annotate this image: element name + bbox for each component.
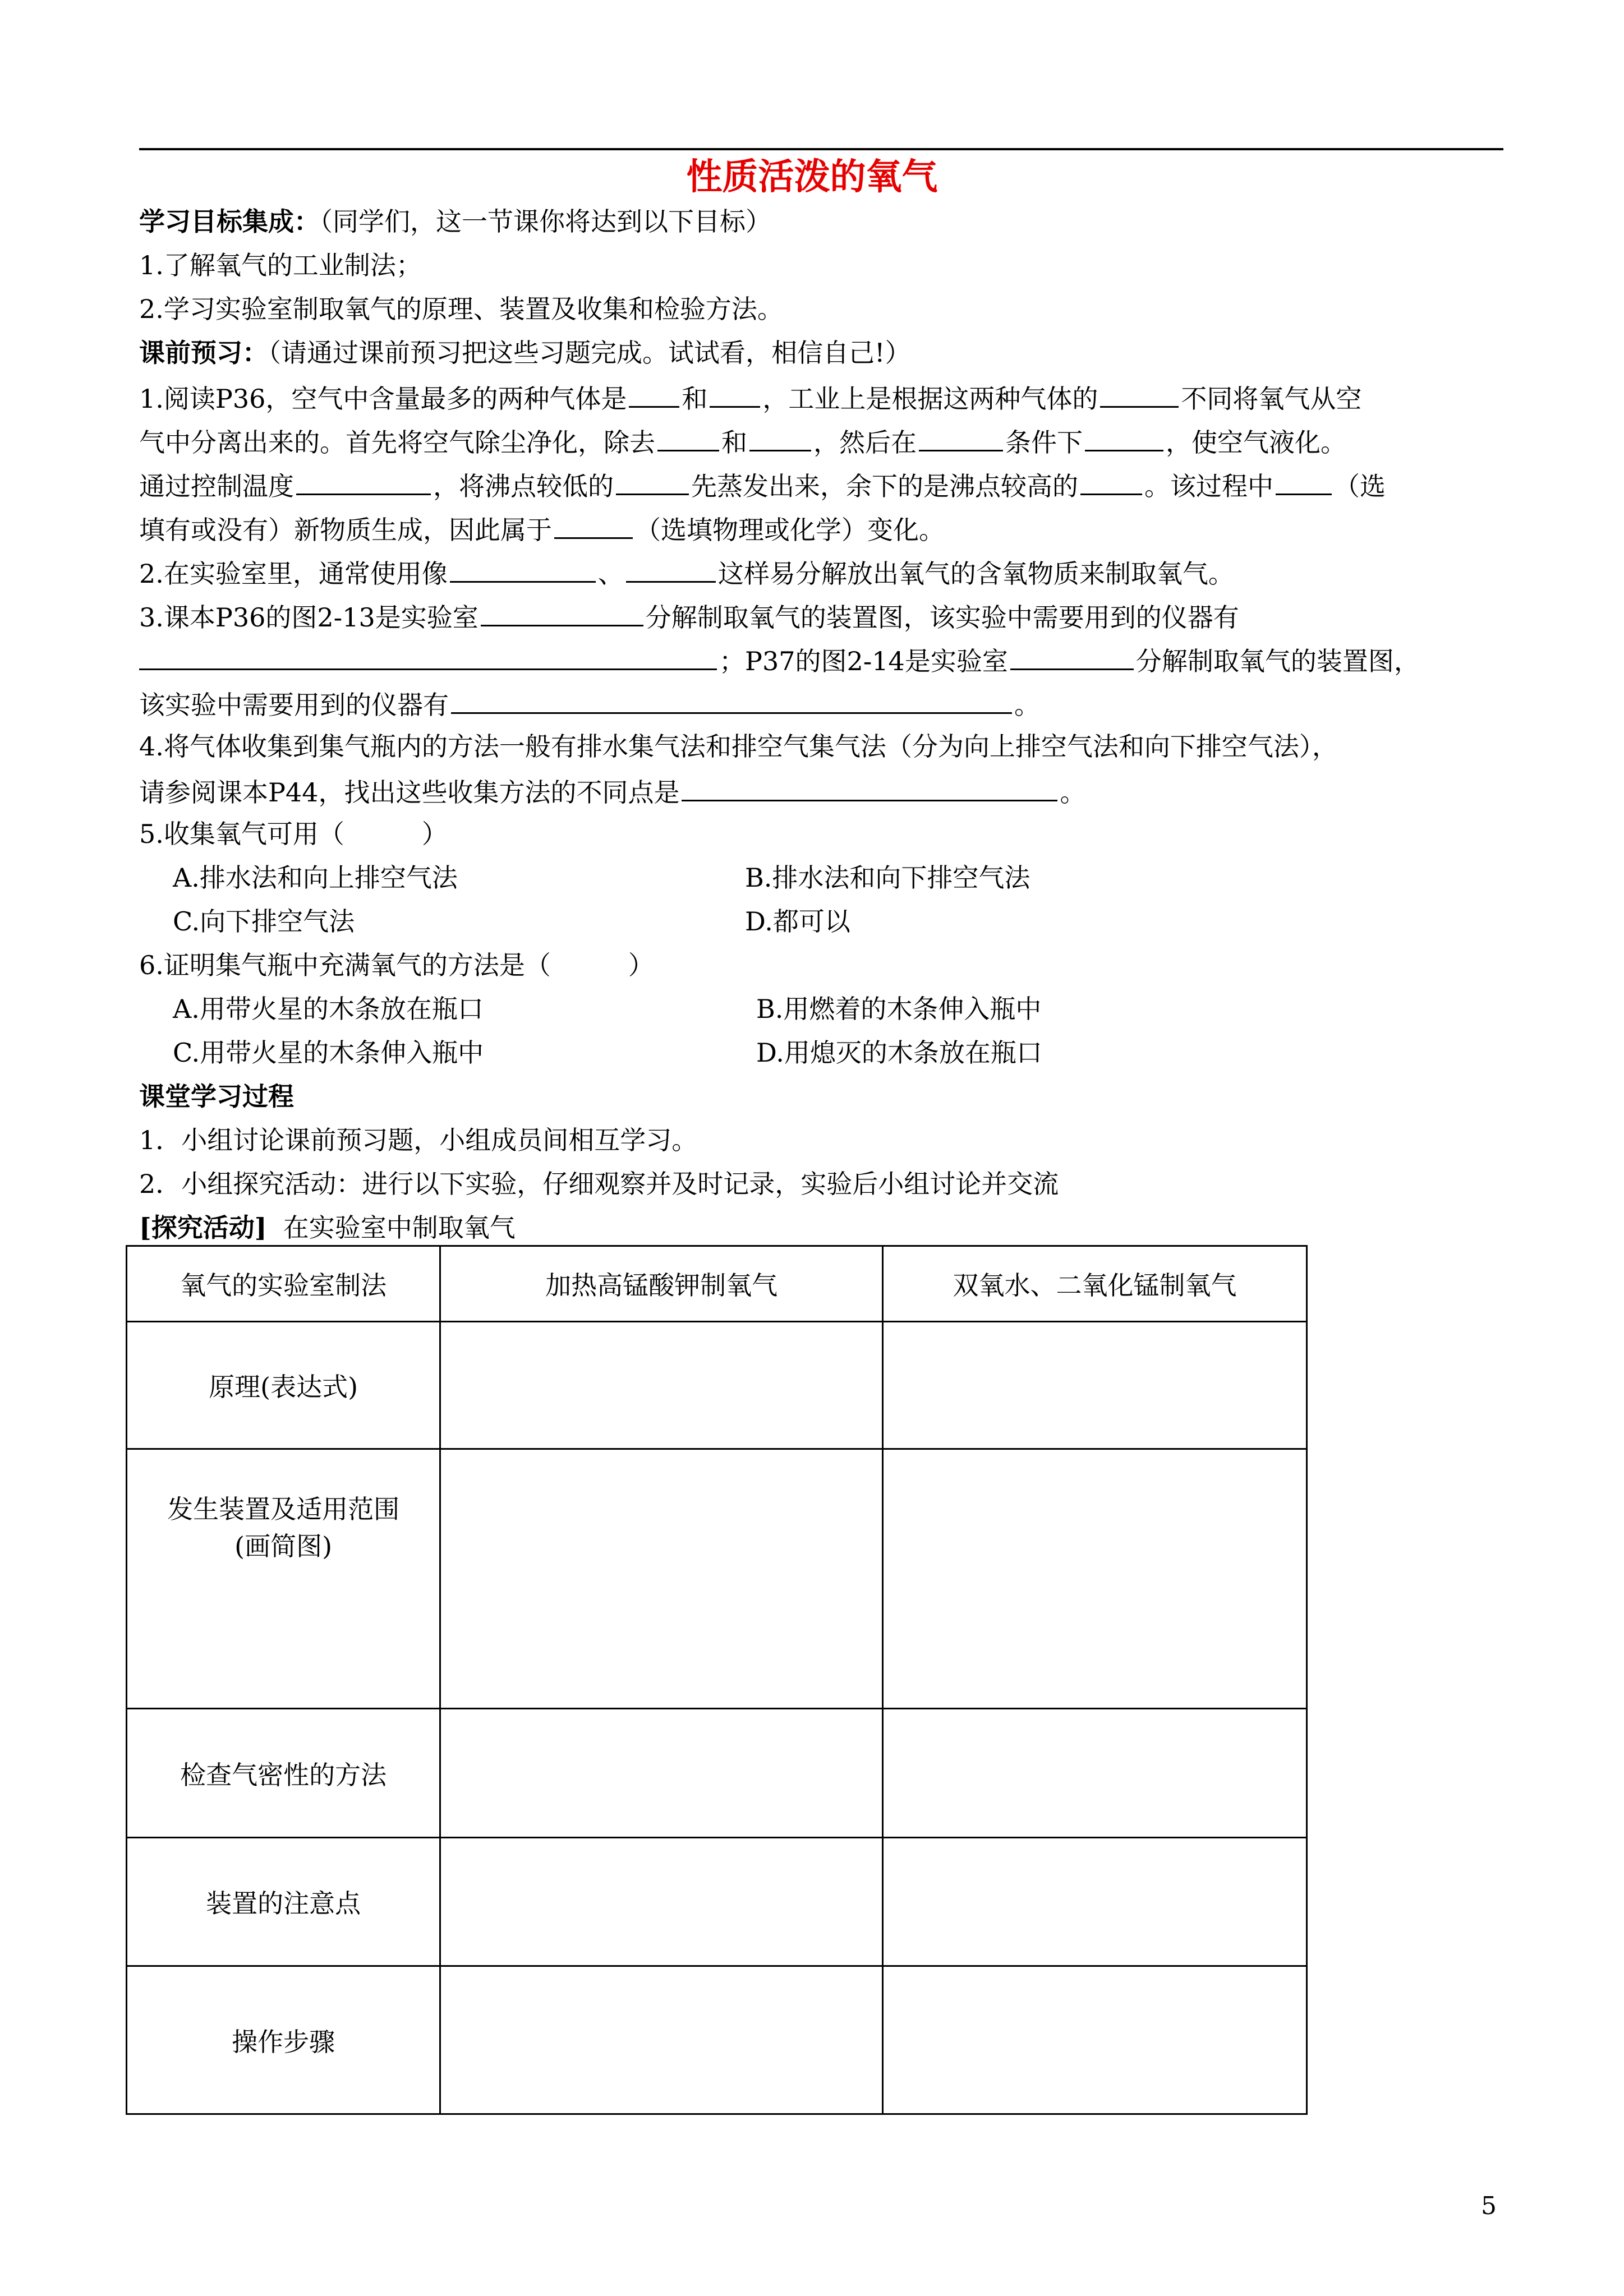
answer-blank[interactable] [657, 418, 719, 451]
answer-blank[interactable] [749, 418, 811, 451]
row-label-airtightness: 检查气密性的方法 [127, 1709, 440, 1838]
answer-blank[interactable] [554, 506, 633, 539]
answer-blank[interactable] [1100, 375, 1179, 408]
goals-note: （同学们，这一节课你将达到以下目标） [320, 206, 771, 237]
answer-cell[interactable] [440, 1709, 883, 1838]
page-title: 性质活泼的氧气 [686, 156, 938, 198]
q3-line-1: 3.课本P36的图2-13是实验室 分解制取氧气的装置图，该实验中需要用到的仪器有 [139, 593, 1508, 637]
q6-option-d[interactable]: D.用熄灭的木条放在瓶口 [756, 1038, 1042, 1068]
answer-blank[interactable] [1276, 462, 1332, 495]
row-label-notes: 装置的注意点 [127, 1838, 440, 1966]
worksheet-body [139, 200, 1508, 1250]
table-row [127, 1322, 1307, 1449]
preview-heading: 课前预习： [139, 338, 268, 368]
table-row [127, 1838, 1307, 1966]
answer-blank[interactable] [1010, 637, 1134, 670]
q6-option-b[interactable]: B.用燃着的木条伸入瓶中 [756, 994, 1042, 1024]
q5-option-c[interactable]: C.向下排空气法 [173, 906, 355, 937]
classroom-heading: 课堂学习过程 [139, 1081, 294, 1112]
answer-blank[interactable] [682, 768, 1057, 801]
answer-cell[interactable] [440, 1838, 883, 1966]
experiment-table [126, 1245, 1308, 2115]
table-header-row [127, 1246, 1307, 1322]
activity-label: [探究活动] [139, 1212, 267, 1243]
preview-note: （请通过课前预习把这些习题完成。试试看，相信自己!） [268, 338, 911, 368]
answer-blank[interactable] [481, 593, 643, 626]
answer-cell[interactable] [440, 1449, 883, 1709]
q6-option-a[interactable]: A.用带火星的木条放在瓶口 [173, 994, 484, 1024]
answer-cell[interactable] [440, 1966, 883, 2114]
q5-option-b[interactable]: B.排水法和向下排空气法 [745, 863, 1030, 893]
table-header-method: 氧气的实验室制法 [127, 1246, 440, 1322]
preview-heading-line [139, 331, 1508, 375]
answer-blank[interactable] [626, 550, 716, 583]
page-number: 5 [1481, 2192, 1497, 2220]
q3-line-3: 该实验中需要用到的仪器有 。 [139, 681, 1508, 725]
table-header-kmno4: 加热高锰酸钾制氧气 [440, 1246, 883, 1322]
q6-stem: 6.证明集气瓶中充满氧气的方法是（ ） [139, 950, 654, 980]
answer-blank[interactable] [139, 637, 717, 670]
answer-blank[interactable] [1085, 418, 1163, 451]
q1-line-1: 1.阅读P36，空气中含量最多的两种气体是 和 ，工业上是根据这两种气体的 不同将氧气从空 [139, 375, 1508, 418]
q1-line-2: 气中分离出来的。首先将空气除尘净化，除去 和 ，然后在 条件下 ，使空气液化。 [139, 418, 1508, 462]
q5-options-row-1 [139, 856, 1508, 900]
row-label-steps: 操作步骤 [127, 1966, 440, 2114]
classroom-item-2: 2．小组探究活动：进行以下实验，仔细观察并及时记录，实验后小组讨论并交流 [139, 1169, 1059, 1199]
answer-blank[interactable] [450, 550, 596, 583]
goal-item-2: 2.学习实验室制取氧气的原理、装置及收集和检验方法。 [139, 294, 783, 324]
table-header-h2o2: 双氧水、二氧化锰制氧气 [883, 1246, 1307, 1322]
q4-line-1: 4.将气体收集到集气瓶内的方法一般有排水集气法和排空气集气法（分为向上排空气法和向下排空气法）， [139, 731, 1338, 762]
answer-cell[interactable] [883, 1838, 1307, 1966]
row-label-principle: 原理(表达式) [127, 1322, 440, 1449]
q3-line-2: ；P37的图2-14是实验室 分解制取氧气的装置图， [139, 637, 1508, 681]
goal-item-1: 1.了解氧气的工业制法； [139, 250, 422, 280]
answer-cell[interactable] [440, 1322, 883, 1449]
q5-option-d[interactable]: D.都可以 [745, 906, 850, 937]
answer-blank[interactable] [616, 462, 689, 495]
answer-blank[interactable] [451, 681, 1012, 714]
q6-option-c[interactable]: C.用带火星的木条伸入瓶中 [173, 1038, 484, 1068]
q6-options-row-1 [139, 987, 1508, 1031]
answer-blank[interactable] [1080, 462, 1142, 495]
q5-options-row-2 [139, 900, 1508, 943]
table-row [127, 1966, 1307, 2114]
q1-line-3: 通过控制温度 ，将沸点较低的 先蒸发出来，余下的是沸点较高的 。该过程中 （选 [139, 462, 1508, 506]
table-row [127, 1709, 1307, 1838]
q2-line: 2.在实验室里，通常使用像 、 这样易分解放出氧气的含氧物质来制取氧气。 [139, 550, 1508, 593]
q6-options-row-2 [139, 1031, 1508, 1075]
q5-stem: 5.收集氧气可用（ ） [139, 819, 448, 849]
answer-cell[interactable] [883, 1449, 1307, 1709]
answer-blank[interactable] [296, 462, 431, 495]
activity-title: 在实验室中制取氧气 [283, 1212, 516, 1243]
row-label-apparatus: 发生装置及适用范围 (画简图) [127, 1449, 440, 1709]
activity-line [139, 1206, 1508, 1250]
classroom-item-1: 1．小组讨论课前预习题，小组成员间相互学习。 [139, 1125, 698, 1155]
q5-option-a[interactable]: A.排水法和向上排空气法 [173, 863, 458, 893]
q4-line-2: 请参阅课本P44，找出这些收集方法的不同点是 。 [139, 768, 1508, 812]
goals-heading: 学习目标集成： [139, 206, 320, 237]
table-row [127, 1449, 1307, 1709]
q1-line-4: 填有或没有）新物质生成，因此属于 （选填物理或化学）变化。 [139, 506, 1508, 550]
answer-blank[interactable] [919, 418, 1003, 451]
answer-cell[interactable] [883, 1966, 1307, 2114]
answer-cell[interactable] [883, 1322, 1307, 1449]
goals-heading-line [139, 200, 1508, 243]
answer-cell[interactable] [883, 1709, 1307, 1838]
answer-blank[interactable] [629, 375, 679, 408]
answer-blank[interactable] [710, 375, 760, 408]
